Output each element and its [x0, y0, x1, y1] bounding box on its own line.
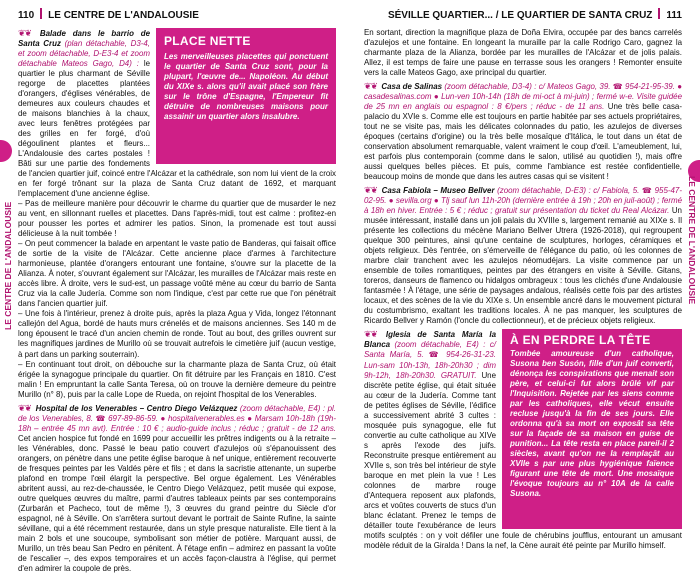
- rating-stars: ❦❦: [364, 329, 378, 340]
- place-nette-box: [156, 28, 336, 164]
- santa-maria-ref: (zoom détachable, E4) : c/ Santa María, 5. ☎ 954-26-31-23. Lun-sam 10h-13h, 18h-20h30 ; dim 9h-12h, 18h-20h30. GRATUIT.: [364, 340, 496, 380]
- rating-stars: ❦❦: [18, 28, 32, 38]
- right-side-label: LE CENTRE DE L'ANDALOUSIE: [687, 176, 697, 305]
- rating-stars: ❦❦: [364, 81, 378, 92]
- right-page: [350, 0, 700, 584]
- left-p1: – Pas de meilleure manière pour découvrir le charme du quartier que de musarder le nez au vent, en sillonnant ruelles et placettes. Dans l'après-midi, tout est calme : profitez-en pour pousser les portes et admirer les patios. Sinon, la promenade est tout aussi délicieuse à la nuit tombée !: [18, 199, 336, 239]
- left-p4: – En continuant tout droit, on débouche sur la charmante plaza de Santa Cruz, où était érigée la synagogue principale du quartier. On fit détruire par les Français en 1810. C'est malin ! En empruntant la calle Santa Teresa, où on trouve la dernière demeure du peintre Murillo (n° 8), puis par la calle Lope de Rueda, on rejoint l'hospital de los Venerables.: [18, 359, 336, 399]
- place-nette-title: PLACE NETTE: [164, 34, 251, 48]
- santa-maria-body: Une discrète petite église, qui était située au cœur de la Judería. Comme tant de petites églises de Séville, l'édifice a successivement abrité 3 cultes : mosquée puis synagogue, elle fut convertie au culte catholique au XIVe s après l'exode des juifs. Reconstruite presque entièrement au XVIIe s, son très bel intérieur de style baroque en met plein la vue ! Les colonnes de marbre rouge d'Antequera reposent aux plafonds, arcs et voûtes couverts de stucs d'un blanc éclatant. Prenez le temps de détailler toute l'exubérance de leurs motifs sculptés : on y voit défiler une foule de chérubins joufflus, entourant un amusant modèle réduit de la Giralda ! Dans la nef, la Cène aurait été peinte par Murillo himself.: [364, 370, 682, 550]
- perdre-la-tete-box: [502, 329, 682, 529]
- right-body: [364, 28, 682, 551]
- left-p3: – Une fois à l'intérieur, prenez à droite puis, après la plaza Agua y Vida, longez l'étonnant callejón del Agua, bordé de hauts murs crénelés et de maisons anciennes. Ses 140 m de long épousent le tracé d'un ancien chemin de ronde. Tout au bout, des grilles ouvrent sur les magnifiques jardines de Murillo où se trouvait autrefois le cimetière juif (aucun vestige, à part dans un parking souterrain).: [18, 309, 336, 359]
- casa-salinas-ref: (zoom détachable, D3-4) : c/ Mateos Gago, 39. ☎ 954-21-95-39. ● casadesalinas.com ● Lun-ven 10h-14h (18h de mi-oct à mi-juin) ; fermé w-e. Visite guidée de 25 mn en anglais ou espagnol : 8 €/pers ; réduc - de 11 ans.: [364, 82, 682, 112]
- santa-maria-title: Iglesia de Santa María la Blanca: [364, 330, 496, 350]
- left-header-title: LE CENTRE DE L'ANDALOUSIE: [48, 10, 199, 21]
- casa-fabiola-title: Casa Fabiola – Museo Bellver: [381, 186, 495, 196]
- casa-fabiola-body: Un musée intéressant, installé dans un joli palais du XVIIIe s, largement remanié au XIXe s. Il présente les collections du mécène Mariano Bellver Utrera (1926-2018), qui regroupent quelque 300 peintures, ainsi qu'une centaine de sculptures, horloges, céramiques et objets religieux. Dès l'entrée, on s'émerveille de l'élégance du patio, où les colonnes de marbre clair tranchent avec les azulejos néomudéjars. La visite commence par un ensemble de toiles romantiques, peintes par des étrangers en visite à Séville. Gitans, toreros, danseurs de flamenco ou hidalgos ombrageux : tous les clichés d'une Andalousie fantasmée ! À l'étage, une série de paysages andalous, réalisés cette fois par des artistes locaux, et des scènes de la vie du XIXe s. Un ensemble ancré dans le mouvement pictural du costumbrismo, exaltant les traditions locales. À ne pas manquer, les sculptures de Ricardo Bellver y Ramón (l'oncle du collectionneur), et de précieux objets religieux.: [364, 206, 682, 326]
- right-header-title: SÉVILLE QUARTIER... / LE QUARTIER DE SANTA CRUZ: [387, 10, 653, 21]
- right-running-head: [364, 8, 682, 24]
- intro-ref: (plan détachable, D3-4, et zoom détachable, D-E3-4 et zoom détachable Mateos Gago, D4) :: [18, 39, 150, 69]
- right-page-number: 111: [666, 10, 682, 21]
- casa-salinas-body: Une très belle casa-palacio du XVIe s. Comme elle est toujours en partie habitée par ses actuels propriétaires, tout ne se visite pas, mais les délicates colonnades du patio, les azulejos de diverses époques (certains d'origine) ou la très belle mosaïque d'Itálica, le tout dans un état de conservation absolument remarquable, valent vraiment le coup d'œil. L'ameublement, lui, est parfois plus contemporain (comme dans le salon, utilisé au quotidien !), mais offre aussi quelques belles pièces. Et puis, comme l'ambiance est restée confidentielle, beaucoup moins de monde que dans les autres casas qui se visitent !: [364, 102, 682, 182]
- place-nette-text: Les merveilleuses placettes qui ponctuent le quartier de Santa Cruz sont, pour la plupart, l'œuvre de... Napoléon. Au début du XIXe s. alors qu'il avait placé son frère sur le trône d'Espagne, l'Empereur fit détruire de nombreuses maisons pour assainir un quartier alors insalubre.: [164, 52, 328, 121]
- left-side-label: LE CENTRE DE L'ANDALOUSIE: [3, 201, 13, 330]
- casa-salinas-title: Casa de Salinas: [381, 82, 443, 92]
- perdre-la-tete-title: À EN PERDRE LA TÊTE: [510, 333, 651, 348]
- rating-stars: ❦❦: [364, 185, 378, 196]
- venerables-ref: (zoom détachable, E4) : pl. de los Venerables, 8. ☎ 697-89-86-59. ● hospitalvenerables.es ● Marsam 10h-18h (19h-18h – entrée 45 mn avt). Entrée : 10 € ; audio-guide inclus ; réduc ; gratuit - de 12 ans.: [18, 403, 336, 433]
- intro-body: le quartier le plus charmant de Séville regorge de placettes plantées d'orangers, d'églises vénérables, de demeures aux couleurs chaudes et de maisons blanchies à la chaux, avec leurs fenêtres protégées par des grilles en fer forgé, d'où dégoulinent plantes et fleurs... L'Andalousie des cartes postales ! Bâti sur une partie des fondements de l'ancien quartier juif, coincé entre l'Alcázar et la cathédrale, son nom lui vient de la croix en fer forgé trônant sur la plaza de Santa Cruz datant de 1692, et marquant l'emplacement d'une ancienne église.: [18, 59, 336, 199]
- left-page-number: 110: [18, 10, 35, 21]
- venerables-title: Hospital de los Venerables – Centro Diego Velázquez: [35, 403, 238, 413]
- rating-stars: ❦❦: [18, 402, 32, 413]
- left-p2: – On peut commencer la balade en arpentant le vaste patio de Banderas, qui faisait office de sortie de la visite de l'Alcázar. Cette ancienne place d'armes à l'architecture harmonieuse, plantée d'orangers entourant une fontaine, s'ouvre sur la placette de la Alianza. À noter, s'ouvrant également sur l'Alcázar, les murailles de l'Alcázar mais reste en accès libre. À droite, vers le sud-est, un passage voûté mène au cœur du barrio de Santa Cruz via la calle Judería. Comme son nom l'indique, c'est par cette rue que l'on pénétrait dans l'ancien quartier juif.: [18, 239, 336, 309]
- venerables-body: Cet ancien hospice fut fondé en 1699 pour accueillir les prêtres indigents ou à la retraite – les Vénérables, donc. Passé le beau patio couvert d'azulejos où s'épanouissent des orangers, on pénètre dans une petite église baroque à nef unique, entièrement recouverte de fresques peintes par les Valdés père et fils ; et dans la sacristie attenante, un superbe plafond en trompe l'œil élargit la perspective. Bel orgue également. Les Vénérables abritent aussi, au rez-de-chaussée, le Centro Diego Velázquez, petit musée qui expose, outre quelques œuvres du maître, parmi d'autres tableaux peints par ses contemporains (Zurbarán et Pacheco, tout de même !), 3 œuvres du grand peintre du Siècle d'or espagnol, né à Séville. On s'arrêtera surtout devant le portrait de Sainte Rufine, la sainte sévillane, qui a été récemment restaurée, dans un style presque naturaliste. Elle tient à la main 2 bols et une soucoupe, symbolisant son métier de potière. Marquant aussi, de Murillo, un très beau San Pedro en pénitent. À l'étage enfin – admirez en passant la voûte de l'escalier –, des expos temporaires et un accès façon-claustra à l'église, qui permet d'en admirer la coupole de près.: [18, 433, 336, 573]
- perdre-la-tete-text: Tombée amoureuse d'un catholique, Susona ben Susón, fille d'un juif converti, dénonça les conspirations que menait son père, et celui-ci fut alors brûlé vif par l'Inquisition. Rejetée par les siens comme par les catholiques, elle vécut ensuite recluse jusqu'à la fin de ses jours. Elle ordonna qu'à sa mort on exposât sa tête sur la façade de sa maison en guise de punition... La tête resta en place pareil-il 2 siècles, avant qu'on ne la remplaçât au XVIIe s par une plus hygiénique faïence figurant une tête de mort. Une mosaïque l'évoque toujours au n° 10A de la calle Susona.: [510, 349, 674, 499]
- intro-title: Balade dans le barrio de Santa Cruz: [18, 29, 150, 49]
- left-running-head: [18, 8, 336, 24]
- casa-fabiola-ref: (zoom détachable, D-E3) : c/ Fabiola, 5. ☎ 955-47-02-95. ● sevilla.org ● Tlj sauf lun 11h-20h (dernière entrée à 19h ; 20h en juil-août) ; fermé à 18h en hiver. Entrée : 5 € ; réduc ; gratuit sur présentation du ticket du Real Alcázar.: [364, 186, 682, 216]
- right-p1: En sortant, direction la magnifique plaza de Doña Elvira, occupée par des bancs carrelés d'azulejos et une fontaine. En longeant la muraille par la calle Rodrigo Caro, gagnez la charmante plaza de la Alianza, bordée par les murailles de l'Alcázar et de jolis palais. Allez, il est temps de faire une pause en terrasse sous les orangers ! Remonter ensuite vers la calle Mateos Gago, axe principal du quartier.: [364, 28, 682, 78]
